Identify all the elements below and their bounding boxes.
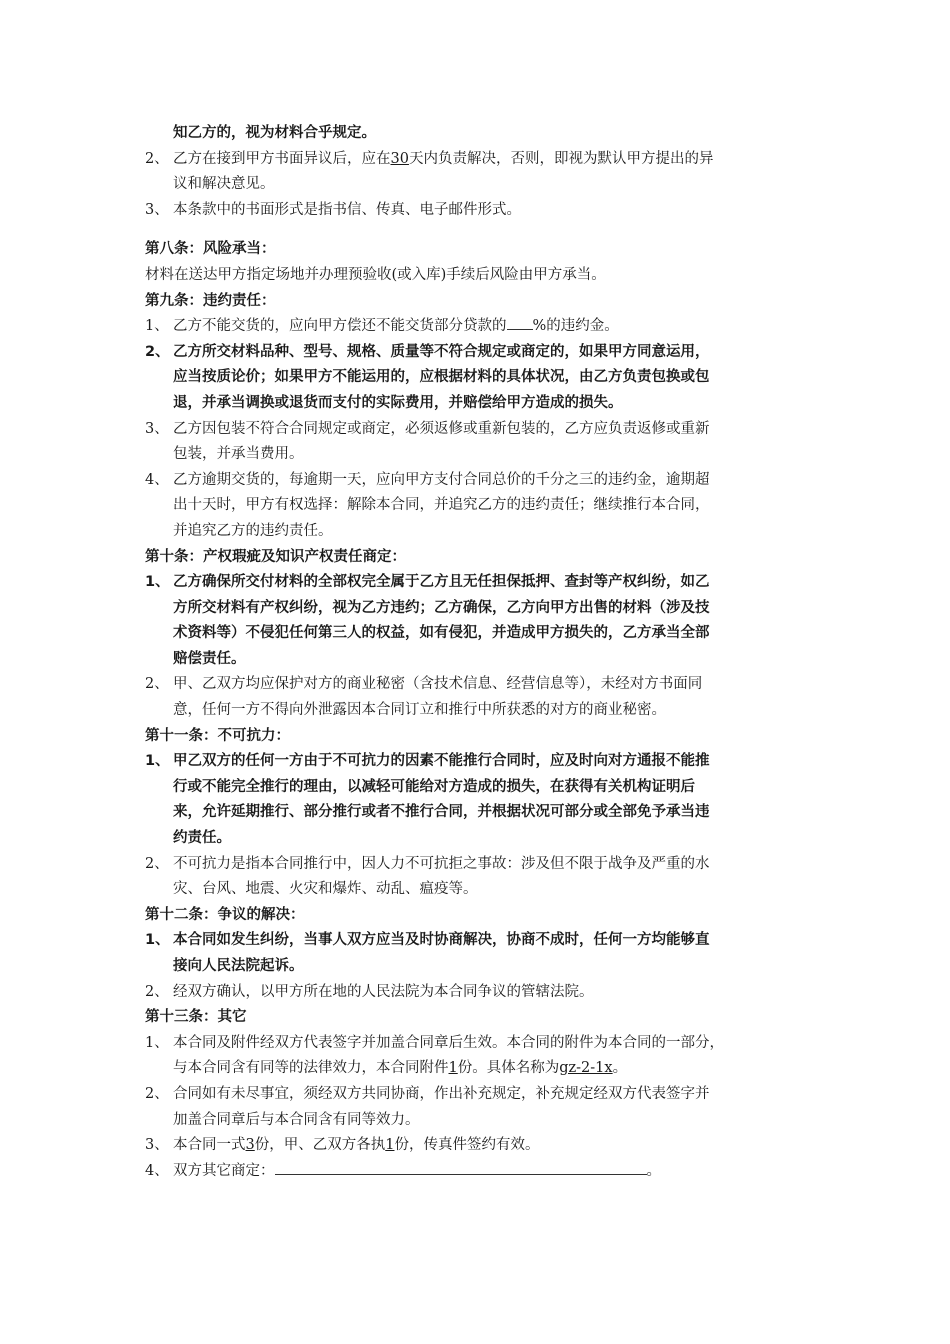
clause-11-2: 2、 不可抗力是指本合同推行中，因人力不可抗拒之事故：涉及但不限于战争及严重的水	[145, 855, 710, 872]
clause-9-3: 3、 乙方因包装不符合合同规定或商定，必须返修或重新包装的，乙方应负责返修或重新	[145, 420, 710, 437]
clause-7-2-cont: 议和解决意见。	[173, 176, 275, 193]
clause-13-1-cont: 与本合同含有同等的法律效力，本合同附件1份。具体名称为gz-2-1x。	[173, 1060, 628, 1077]
article-12-title: 第十二条：争议的解决：	[145, 906, 305, 923]
clause-9-4: 4、 乙方逾期交货的，每逾期一天，应向甲方支付合同总价的千分之三的违约金，逾期超	[145, 471, 710, 488]
clause-7-3: 3、 本条款中的书面形式是指书信、传真、电子邮件形式。	[145, 201, 521, 218]
clause-10-1: 1、 乙方确保所交付材料的全部权完全属于乙方且无任担保抵押、查封等产权纠纷，如乙	[145, 574, 710, 591]
clause-11-1: 1、 甲乙双方的任何一方由于不可抗力的因素不能推行合同时，应及时向对方通报不能推	[145, 753, 710, 770]
attachment-name: gz-2-1x	[559, 1060, 613, 1077]
clause-12-2: 2、 经双方确认，以甲方所在地的人民法院为本合同争议的管辖法院。	[145, 983, 594, 1000]
percent-blank	[507, 315, 533, 330]
clause-9-2: 2、 乙方所交材料品种、型号、规格、质量等不符合规定或商定的，如果甲方同意运用，	[145, 343, 710, 360]
article-9-title: 第九条：违约责任：	[145, 292, 276, 309]
clause-13-3: 3、 本合同一式3份，甲、乙双方各执1份，传真件签约有效。	[145, 1137, 540, 1154]
article-13-title: 第十三条：其它	[145, 1009, 247, 1026]
article-8-body: 材料在送达甲方指定场地并办理预验收(或入库)手续后风险由甲方承当。	[145, 266, 606, 283]
item-number: 2、	[145, 150, 169, 167]
contract-page: 知乙方的，视为材料合乎规定。 2、 乙方在接到甲方书面异议后，应在30天内负责解决，否则，即视为默认甲方提出的异 议和解决意见。 3、 本条款中的书面形式是指书信、传真、电子邮件形式。 第八条：风险承当： 材料在送达甲方指定场地并办理预验收(或入库)手续后风险由甲方承当。 第九条：违约责任： 1、 乙方不能交货的，应向甲方偿还不能交货部分贷款的 %的违约金。 2、 乙方所交材料品种、型号、规格、质量等不符合规定或商定的，如果甲方同意运用， 应当按质论价；如果甲方不能运用的，应根据材料的具体状况，由乙方负责包换或包 退，并承当调换或退货而支付的实际费用，并赔偿给甲方造成的损失。 3、 乙方因包装不符合合同规定或商定，必须返修或重新包装的，乙方应负责返修或重新 包装，并承当费用。 4、 乙方逾期交货的，每逾期一天，应向甲方支付合同总价的千分之三的违约金，逾期超 出十天时，甲方有权选择：解除本合同，并追究乙方的违约责任；继续推行本合同， 并追究乙方的违约责任。 第十条：产权瑕疵及知识产权责任商定： 1、 乙方确保所交付材料的全部权完全属于乙方且无任担保抵押、查封等产权纠纷，如乙 方所交材料有产权纠纷，视为乙方违约；乙方确保，乙方向甲方出售的材料（涉及技 术资料等）不侵犯任何第三人的权益，如有侵犯，并造成甲方损失的，乙方承当全部 赔偿责任。 2、 甲、乙双方均应保护对方的商业秘密（含技术信息、经营信息等），未经对方书面同 意，任何一方不得向外泄露因本合同订立和推行中所获悉的对方的商业秘密。 第十一条：不可抗力： 1、 甲乙双方的任何一方由于不可抗力的因素不能推行合同时，应及时向对方通报不能推 行或不能完全推行的理由，以减轻可能给对方造成的损失，在获得有关机构证明后 来，允许延期推行、部分推行或者不推行合同，并根据状况可部分或全部免予承当违 约责任。 2、 不可抗力是指本合同推行中，因人力不可抗拒之事故：涉及但不限于战争及严重的水 灾、台风、地震、火灾和爆炸、动乱、瘟疫等。 第十二条：争议的解决： 1、 本合同如发生纠纷，当事人双方应当及时协商解决，协商不成时，任何一方均能够直 接向人民法院起诉。 2、 经双方确认，以甲方所在地的人民法院为本合同争议的管辖法院。 第十三条：其它 1、 本合同及附件经双方代表签字并加盖合同章后生效。本合同的附件为本合同的一部分， 与本合同含有同等的法律效力，本合同附件1份。具体名称为gz-2-1x。 2、 合同如有未尽事宜，须经双方共同协商，作出补充规定，补充规定经双方代表签字并 加盖合同章后与本合同含有同等效力。 3、 本合同一式3份，甲、乙双方各执1份，传真件签约有效。 4、 双方其它商定： 。	[145, 121, 810, 1184]
clause-13-2: 2、 合同如有未尽事宜，须经双方共同协商，作出补充规定，补充规定经双方代表签字并	[145, 1085, 710, 1102]
clause-13-1: 1、 本合同及附件经双方代表签字并加盖合同章后生效。本合同的附件为本合同的一部分，	[145, 1034, 724, 1051]
clause-13-4: 4、 双方其它商定： 。	[145, 1159, 810, 1185]
article-10-title: 第十条：产权瑕疵及知识产权责任商定：	[145, 548, 406, 565]
article-8-title: 第八条：风险承当：	[145, 241, 276, 258]
clause-12-1: 1、 本合同如发生纠纷，当事人双方应当及时协商解决，协商不成时，任何一方均能够直	[145, 932, 710, 949]
clause-9-1: 1、 乙方不能交货的，应向甲方偿还不能交货部分贷款的 %的违约金。	[145, 314, 810, 340]
clause-7-2: 2、 乙方在接到甲方书面异议后，应在30天内负责解决，否则，即视为默认甲方提出的异	[145, 147, 810, 173]
continued-text: 知乙方的，视为材料合乎规定。	[173, 125, 376, 141]
days-value: 30	[390, 150, 409, 167]
other-agreement-blank	[275, 1160, 647, 1175]
clause-10-2: 2、 甲、乙双方均应保护对方的商业秘密（含技术信息、经营信息等），未经对方书面同	[145, 676, 703, 693]
article-11-title: 第十一条：不可抗力：	[145, 727, 290, 744]
